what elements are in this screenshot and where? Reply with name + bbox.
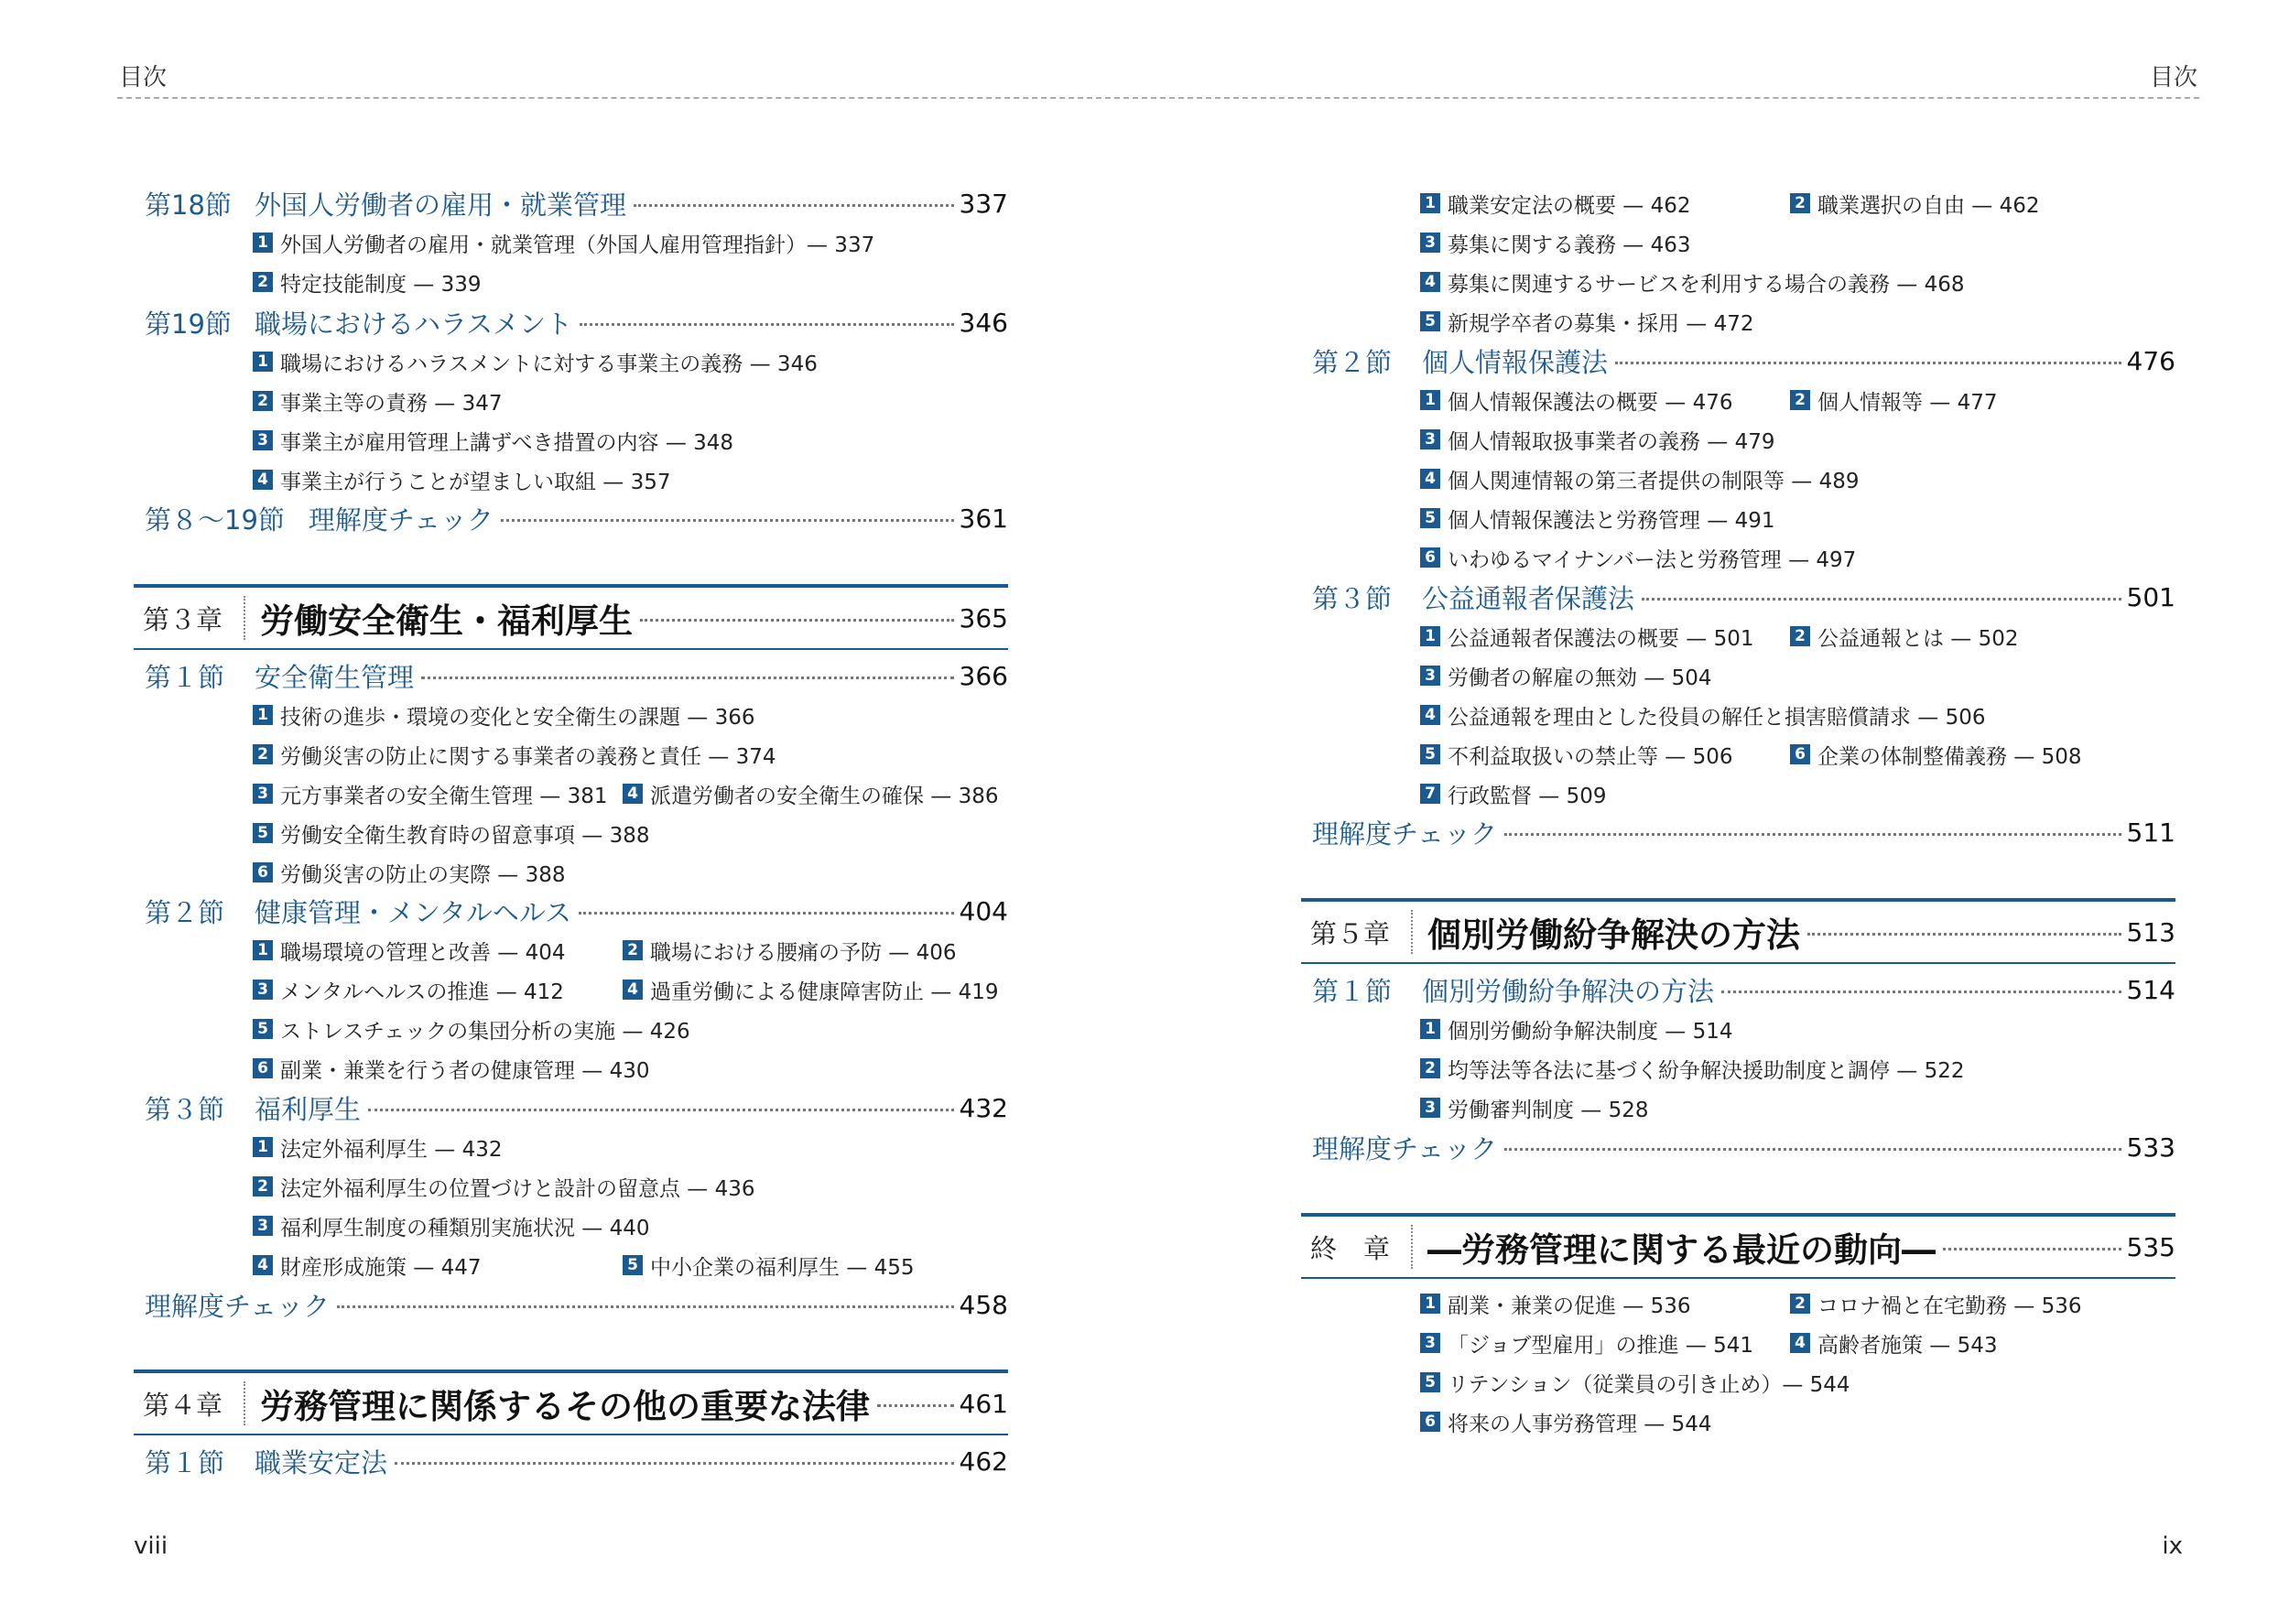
- page-number: 432: [959, 1092, 1008, 1123]
- section-title: 職場におけるハラスメント: [255, 308, 573, 340]
- item-row: [134, 699, 1008, 731]
- number-badge: 5: [623, 1255, 643, 1275]
- item-row: [134, 385, 1008, 417]
- number-badge: 3: [1420, 233, 1440, 253]
- toc-item[interactable]: 2 均等法等各法に基づく紛争解決援助制度と調停 — 522: [1420, 1054, 1965, 1084]
- section-19[interactable]: [134, 304, 1008, 341]
- toc-item[interactable]: 3 事業主が雇用管理上講ずべき措置の内容 — 348: [253, 426, 733, 456]
- section-label: 第18節: [145, 189, 232, 221]
- leader-dots: [877, 1404, 954, 1407]
- number-badge: 3: [1420, 429, 1440, 449]
- leader-dots: [580, 323, 953, 326]
- toc-item[interactable]: 2 法定外福利厚生の位置づけと設計の留意点 — 436: [253, 1172, 755, 1202]
- chapter-label: 第５章: [1301, 910, 1413, 954]
- number-badge: 2: [1790, 193, 1810, 213]
- chapter-label: 第４章: [134, 1381, 245, 1425]
- number-badge: 2: [1790, 626, 1810, 646]
- toc-item[interactable]: 6 労働災害の防止の実際 — 388: [253, 858, 566, 888]
- number-badge: 6: [1420, 547, 1440, 568]
- section-label: 第２節: [145, 896, 225, 928]
- number-badge: 4: [1420, 469, 1440, 489]
- leader-dots: [634, 204, 954, 207]
- page-number: 533: [2126, 1131, 2175, 1163]
- chapter-3[interactable]: [134, 584, 1008, 650]
- item-row: [134, 1171, 1008, 1202]
- chapter-4[interactable]: [134, 1370, 1008, 1435]
- toc-item[interactable]: 3 労働審判制度 — 528: [1420, 1093, 1649, 1123]
- item-row: [1301, 424, 2175, 455]
- section-title: 理解度チェック: [1312, 1132, 1498, 1164]
- chapter-title: 労務管理に関係するその他の重要な法律: [260, 1387, 870, 1426]
- toc-item[interactable]: 2 職場における腰痛の予防 — 406: [623, 936, 957, 966]
- number-badge: 2: [1420, 1058, 1440, 1078]
- section-title: 理解度チェック: [308, 503, 494, 536]
- number-badge: 5: [1420, 508, 1440, 528]
- final-chapter[interactable]: [1301, 1213, 2175, 1279]
- toc-item[interactable]: 4 募集に関連するサービスを利用する場合の義務 — 468: [1420, 267, 1965, 298]
- section-title: 理解度チェック: [1312, 817, 1498, 850]
- check-8-19[interactable]: [134, 500, 1008, 536]
- number-badge: 1: [1420, 390, 1440, 410]
- item-row: [134, 739, 1008, 770]
- toc-item[interactable]: 1 法定外福利厚生 — 432: [253, 1132, 503, 1163]
- chapter-5[interactable]: [1301, 898, 2175, 964]
- check-ch3[interactable]: [134, 1286, 1008, 1323]
- toc-item[interactable]: 1 職場環境の管理と改善 — 404: [253, 936, 566, 966]
- leader-dots: [1807, 933, 2121, 936]
- section-title: 福利厚生: [255, 1093, 362, 1125]
- page-number: 511: [2126, 817, 2175, 848]
- leader-dots: [395, 1462, 954, 1465]
- number-badge: 4: [623, 784, 643, 804]
- number-badge: 6: [253, 1058, 273, 1078]
- item-row: [1301, 660, 2175, 691]
- header-divider: [117, 97, 2199, 99]
- number-badge: 2: [253, 1176, 273, 1196]
- item-row: [134, 1210, 1008, 1241]
- leader-dots: [1504, 833, 2121, 836]
- chapter-title: 個別労働紛争解決の方法: [1427, 915, 1800, 955]
- leader-dots: [368, 1109, 954, 1111]
- item-row: [1301, 542, 2175, 573]
- page-number: 361: [959, 503, 1008, 534]
- item-row: [1301, 188, 2175, 219]
- page-number: 461: [959, 1388, 1008, 1419]
- leader-dots: [421, 677, 954, 679]
- number-badge: 1: [1420, 193, 1440, 213]
- item-row: [1301, 699, 2175, 731]
- number-badge: 6: [1420, 1412, 1440, 1432]
- toc-item[interactable]: 3 個人情報取扱事業者の義務 — 479: [1420, 425, 1775, 455]
- leader-dots: [1642, 598, 2121, 601]
- number-badge: 2: [253, 744, 273, 764]
- number-badge: 3: [1420, 1098, 1440, 1118]
- item-row: [1301, 739, 2175, 770]
- item-row: [134, 464, 1008, 495]
- toc-item[interactable]: 1 副業・兼業の促進 — 536: [1420, 1289, 1691, 1319]
- toc-item[interactable]: 1 技術の進歩・環境の変化と安全衛生の課題 — 366: [253, 700, 755, 731]
- number-badge: 1: [1420, 626, 1440, 646]
- toc-item[interactable]: 6 将来の人事労務管理 — 544: [1420, 1407, 1712, 1437]
- item-row: [1301, 1406, 2175, 1437]
- number-badge: 3: [1420, 666, 1440, 686]
- page-number: 365: [959, 602, 1008, 633]
- item-row: [1301, 1327, 2175, 1359]
- toc-item[interactable]: 1 個人情報保護法の概要 — 476: [1420, 385, 1733, 416]
- number-badge: 2: [253, 272, 273, 292]
- item-row: [1301, 778, 2175, 809]
- ch4-section-2[interactable]: [1301, 342, 2175, 379]
- toc-item[interactable]: 4 過重労働による健康障害防止 — 419: [623, 975, 999, 1005]
- number-badge: 5: [253, 823, 273, 843]
- toc-item[interactable]: 3 「ジョブ型雇用」の推進 — 541: [1420, 1328, 1753, 1359]
- page-number: 404: [959, 895, 1008, 926]
- page-number: 337: [959, 188, 1008, 219]
- toc-item[interactable]: 4 事業主が行うことが望ましい取組 — 357: [253, 465, 671, 495]
- item-row: [1301, 1013, 2175, 1045]
- section-title: 理解度チェック: [145, 1290, 331, 1322]
- leader-dots: [1943, 1248, 2121, 1250]
- leader-dots: [1615, 362, 2121, 364]
- number-badge: 7: [1420, 784, 1440, 804]
- toc-item[interactable]: 6 企業の体制整備義務 — 508: [1790, 740, 2082, 770]
- toc-item[interactable]: 5 労働安全衛生教育時の留意事項 — 388: [253, 818, 650, 849]
- page-number: 366: [959, 660, 1008, 691]
- toc-item[interactable]: 3 メンタルヘルスの推進 — 412: [253, 975, 564, 1005]
- check-ch5[interactable]: [1301, 1129, 2175, 1165]
- number-badge: 5: [1420, 744, 1440, 764]
- number-badge: 4: [1790, 1333, 1810, 1353]
- toc-item[interactable]: 2 事業主等の責務 — 347: [253, 386, 503, 417]
- toc-item[interactable]: 2 労働災害の防止に関する事業者の義務と責任 — 374: [253, 740, 776, 770]
- item-row: [1301, 503, 2175, 534]
- section-title: 外国人労働者の雇用・就業管理: [255, 189, 627, 221]
- leader-dots: [501, 519, 954, 522]
- item-row: [134, 935, 1008, 966]
- page-number: 513: [2126, 916, 2175, 947]
- section-title: 健康管理・メンタルヘルス: [255, 896, 571, 928]
- toc-item[interactable]: 1 外国人労働者の雇用・就業管理（外国人雇用管理指針）— 337: [253, 228, 874, 258]
- number-badge: 4: [253, 1255, 273, 1275]
- item-row: [134, 974, 1008, 1005]
- item-row: [1301, 1367, 2175, 1398]
- number-badge: 4: [623, 980, 643, 1000]
- item-row: [134, 1131, 1008, 1163]
- ch4-section-1[interactable]: [134, 1443, 1008, 1479]
- page-number: 476: [2126, 345, 2175, 376]
- toc-item[interactable]: 2 職業選択の自由 — 462: [1790, 189, 2040, 219]
- ch4-section-3[interactable]: [1301, 579, 2175, 615]
- item-row: [134, 857, 1008, 888]
- toc-item[interactable]: 5 リテンション（従業員の引き止め）— 544: [1420, 1368, 1850, 1398]
- chapter-label: 第３章: [134, 596, 245, 640]
- toc-item[interactable]: 4 財産形成施策 — 447: [253, 1250, 482, 1281]
- page-number: 535: [2126, 1231, 2175, 1262]
- leader-dots: [1504, 1148, 2121, 1151]
- number-badge: 1: [253, 940, 273, 960]
- toc-item[interactable]: 3 元方事業者の安全衛生管理 — 381: [253, 779, 608, 809]
- toc-item[interactable]: 5 ストレスチェックの集団分析の実施 — 426: [253, 1014, 690, 1045]
- item-row: [134, 817, 1008, 849]
- number-badge: 6: [253, 862, 273, 882]
- leader-dots: [640, 619, 954, 622]
- section-label: 第２節: [1312, 346, 1393, 378]
- toc-item[interactable]: 5 中小企業の福利厚生 — 455: [623, 1250, 915, 1281]
- item-row: [134, 1053, 1008, 1084]
- toc-item[interactable]: 3 募集に関する義務 — 463: [1420, 228, 1691, 258]
- toc-item[interactable]: 4 公益通報を理由とした役員の解任と損害賠償請求 — 506: [1420, 700, 1986, 731]
- ch3-section-2[interactable]: [134, 893, 1008, 929]
- number-badge: 1: [253, 233, 273, 253]
- toc-item[interactable]: 4 派遣労働者の安全衛生の確保 — 386: [623, 779, 999, 809]
- section-18[interactable]: [134, 185, 1008, 222]
- number-badge: 3: [253, 430, 273, 450]
- leader-dots: [1721, 991, 2121, 993]
- toc-item[interactable]: 4 個人関連情報の第三者提供の制限等 — 489: [1420, 464, 1860, 494]
- number-badge: 1: [253, 705, 273, 725]
- number-badge: 3: [1420, 1333, 1440, 1353]
- page-number: 501: [2126, 581, 2175, 612]
- section-title: 職業安定法: [255, 1446, 388, 1478]
- number-badge: 1: [253, 1137, 273, 1157]
- toc-item[interactable]: 2 コロナ禍と在宅勤務 — 536: [1790, 1289, 2082, 1319]
- check-ch4[interactable]: [1301, 814, 2175, 850]
- chapter-label: 終 章: [1301, 1225, 1413, 1269]
- number-badge: 5: [253, 1019, 273, 1039]
- item-row: [1301, 1053, 2175, 1084]
- number-badge: 2: [1790, 1294, 1810, 1314]
- chapter-title: ―労務管理に関する最近の動向―: [1427, 1230, 1936, 1270]
- number-badge: 5: [1420, 311, 1440, 331]
- toc-item[interactable]: 5 個人情報保護法と労務管理 — 491: [1420, 503, 1775, 534]
- item-row: [134, 346, 1008, 377]
- toc-item[interactable]: 2 公益通報とは — 502: [1790, 622, 2019, 652]
- leader-dots: [337, 1305, 953, 1308]
- item-row: [134, 1250, 1008, 1281]
- number-badge: 2: [1790, 390, 1810, 410]
- section-label: 第３節: [1312, 582, 1393, 614]
- number-badge: 4: [1420, 705, 1440, 725]
- toc-item[interactable]: 3 福利厚生制度の種類別実施状況 — 440: [253, 1211, 650, 1241]
- number-badge: 6: [1790, 744, 1810, 764]
- toc-item[interactable]: 5 新規学卒者の募集・採用 — 472: [1420, 307, 1754, 337]
- toc-item[interactable]: 1 公益通報者保護法の概要 — 501: [1420, 622, 1754, 652]
- ch3-section-3[interactable]: [134, 1089, 1008, 1126]
- item-row: [1301, 621, 2175, 652]
- section-label: 第１節: [145, 661, 225, 693]
- toc-item[interactable]: 6 副業・兼業を行う者の健康管理 — 430: [253, 1054, 650, 1084]
- toc-item[interactable]: 1 職場におけるハラスメントに対する事業主の義務 — 346: [253, 347, 818, 377]
- number-badge: 2: [253, 391, 273, 411]
- toc-item[interactable]: 3 労働者の解雇の無効 — 504: [1420, 661, 1712, 691]
- section-label: 第19節: [145, 308, 232, 340]
- chapter-title: 労働安全衛生・福利厚生: [260, 601, 633, 641]
- section-label: 第１節: [145, 1446, 225, 1478]
- toc-item[interactable]: 4 高齢者施策 — 543: [1790, 1328, 1998, 1359]
- number-badge: 1: [1420, 1294, 1440, 1314]
- page-number-left: viii: [134, 1532, 168, 1560]
- number-badge: 2: [623, 940, 643, 960]
- section-title: 個人情報保護法: [1422, 346, 1609, 378]
- ch3-section-1[interactable]: [134, 657, 1008, 694]
- item-row: [134, 227, 1008, 258]
- ch5-section-1[interactable]: [1301, 971, 2175, 1008]
- number-badge: 5: [1420, 1372, 1440, 1392]
- number-badge: 3: [253, 784, 273, 804]
- page-number: 458: [959, 1289, 1008, 1320]
- toc-item[interactable]: 1 職業安定法の概要 — 462: [1420, 189, 1691, 219]
- number-badge: 4: [253, 470, 273, 490]
- item-row: [1301, 384, 2175, 416]
- page-number: 514: [2126, 974, 2175, 1005]
- number-badge: 4: [1420, 272, 1440, 292]
- page-number: 462: [959, 1445, 1008, 1477]
- toc-item[interactable]: 2 個人情報等 — 477: [1790, 385, 1998, 416]
- number-badge: 1: [253, 352, 273, 372]
- page-number-right: ix: [2162, 1532, 2183, 1560]
- item-row: [1301, 306, 2175, 337]
- number-badge: 3: [253, 1216, 273, 1236]
- section-title: 安全衛生管理: [255, 661, 415, 693]
- leader-dots: [579, 912, 954, 915]
- item-row: [1301, 1092, 2175, 1123]
- item-row: [134, 778, 1008, 809]
- toc-item[interactable]: 2 特定技能制度 — 339: [253, 267, 482, 298]
- toc-item[interactable]: 7 行政監督 — 509: [1420, 779, 1607, 809]
- header-right: 目次: [2149, 64, 2197, 92]
- section-title: 公益通報者保護法: [1422, 582, 1635, 614]
- section-label: 第１節: [1312, 975, 1393, 1007]
- header-left: 目次: [119, 64, 168, 92]
- toc-item[interactable]: 5 不利益取扱いの禁止等 — 506: [1420, 740, 1733, 770]
- item-row: [134, 425, 1008, 456]
- item-row: [134, 266, 1008, 298]
- item-row: [1301, 463, 2175, 494]
- section-title: 個別労働紛争解決の方法: [1422, 975, 1715, 1007]
- number-badge: 3: [253, 980, 273, 1000]
- item-row: [1301, 227, 2175, 258]
- toc-item[interactable]: 1 個別労働紛争解決制度 — 514: [1420, 1014, 1733, 1045]
- page-number: 346: [959, 307, 1008, 338]
- section-label: 第３節: [145, 1093, 225, 1125]
- item-row: [134, 1013, 1008, 1045]
- item-row: [1301, 1288, 2175, 1319]
- number-badge: 1: [1420, 1019, 1440, 1039]
- section-label: 第８〜19節: [145, 503, 285, 536]
- toc-item[interactable]: 6 いわゆるマイナンバー法と労務管理 — 497: [1420, 543, 1856, 573]
- item-row: [1301, 266, 2175, 298]
